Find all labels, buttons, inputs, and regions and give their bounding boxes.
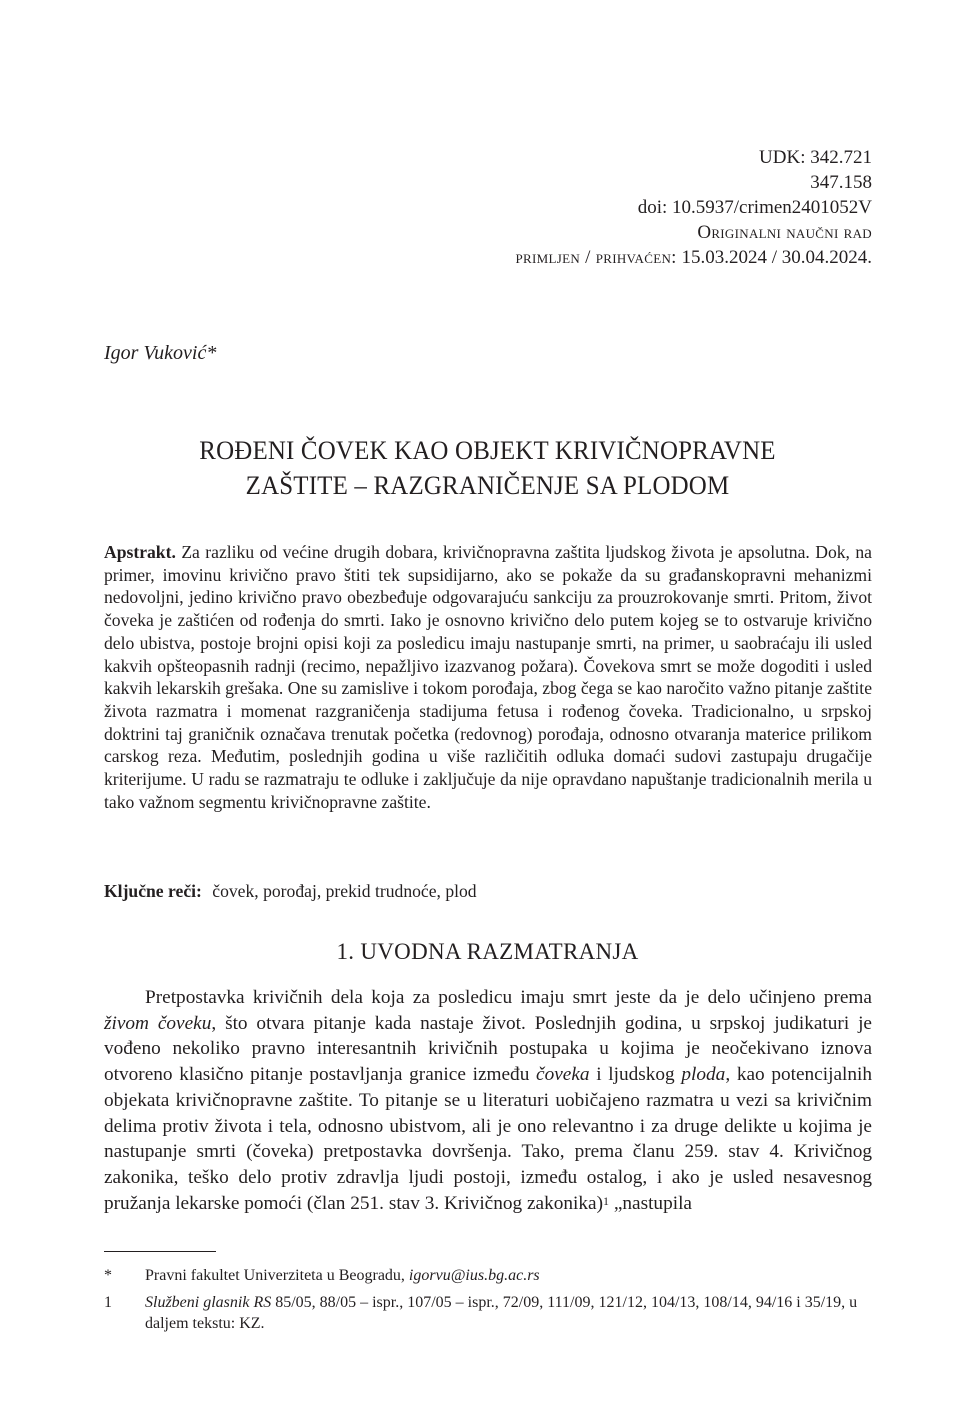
footnote-italic: Službeni glasnik RS xyxy=(145,1294,272,1311)
footnote-text: 85/05, 88/05 – ispr., 107/05 – ispr., 72/09, 111/09, 121/12, 104/13, 108/14, 94/16 i 35/19, u daljem tekstu: KZ. xyxy=(145,1294,858,1332)
article-type: Originalni naučni rad xyxy=(697,222,872,243)
text-run: „nastupila xyxy=(609,1192,692,1214)
article-title xyxy=(86,433,890,503)
footnote-author xyxy=(104,1265,872,1286)
author-name: Igor Vuković* xyxy=(104,342,217,364)
text-run: , kao potencijalnih objekata krivičnopravne zaštite. To pitanje se u literaturi uobičajeno razmatra u vezi sa krivičnim delima protiv života i tela, odnosno ubistvom, ali je ono relevantno i za druge delikte u kojima je nastupanje smrti (čoveka) pretpostavka dovršenja. Tako, prema članu 259. stav 4. Krivičnog zakonika, teško delo protiv zdravlja ljudi postoji, između ostalog, i ako je usled nesavesnog pružanja lekarske pomoći (član 251. stav 3. Krivičnog zakonika) xyxy=(104,1064,873,1214)
author-email[interactable]: igorvu@ius.bg.ac.rs xyxy=(408,1267,540,1284)
dates-value: 15.03.2024 / 30.04.2024. xyxy=(681,247,872,268)
footnote-1 xyxy=(104,1292,872,1334)
text-run: i ljudskog xyxy=(589,1064,682,1086)
keywords xyxy=(104,881,477,902)
body-paragraph xyxy=(104,985,872,1216)
abstract-label: Apstrakt. xyxy=(104,542,176,562)
keywords-text: čovek, porođaj, prekid trudnoće, plod xyxy=(212,881,477,901)
title-line-1: ROĐENI ČOVEK KAO OBJEKT KRIVIČNOPRAVNE xyxy=(199,435,776,465)
footnote-mark: * xyxy=(104,1267,112,1284)
keywords-label: Ključne reči: xyxy=(104,881,202,901)
footnote-divider xyxy=(104,1251,216,1252)
section-heading: 1. UVODNA RAZMATRANJA xyxy=(336,939,639,964)
emphasis: ploda xyxy=(681,1064,726,1086)
dates-label: primljen / prihvaćen: xyxy=(515,247,677,268)
emphasis: čoveka xyxy=(536,1064,590,1086)
received-accepted-dates xyxy=(516,245,872,270)
abstract xyxy=(104,541,872,813)
abstract-text: Za razliku od većine drugih dobara, krivičnopravna zaštita ljudskog života je apsolutna. Dok, na primer, imovinu krivično pravo štiti tek supsidijarno, ako se pokaže da su građanskopravni mehanizmi nedovoljni, jedino krivično pravo obezbeđuje odgovarajuću sankciju za prouzrokovanje smrti. Pritom, život čoveka je zaštićen od rođenja do smrti. Iako je osnovno krivično delo putem kojeg se to ostvaruje krivično delo ubistva, postoje brojni opisi koji za posledicu imaju nastupanje smrti, na primer, u saobraćaju ili usled kakvih opšteopasnih radnji (recimo, nepažljivo izazvanog požara). Čovekova smrt se može dogoditi i usled kakvih lekarskih grešaka. One su zamislive i tokom porođaja, zbog čega se kao naročito važno pitanje zaštite života razmatra i momenat razgraničenja stadijuma fetusa i rođenog čoveka. Tradicionalno, u srpskoj doktrini taj graničnik označava trenutak početka (redovnog) porođaja, odnosno otvaranja materice prilikom carskog reza. Međutim, poslednjih godina u više različitih odluka domaći sudovi zastupaju drugačije kriterijume. U radu se razmatraju te odluke i zaključuje da nije opravdano napuštanje tradicionalnih merila u tako važnom segmentu krivičnopravne zaštite. xyxy=(104,542,872,812)
doi: doi: 10.5937/crimen2401052V xyxy=(637,197,872,218)
article-metadata xyxy=(516,145,872,270)
footnote-reference[interactable]: 1 xyxy=(603,1193,609,1208)
emphasis: živom čoveku xyxy=(104,1012,212,1034)
udk-line-2: 347.158 xyxy=(810,172,872,193)
udk-line-1: UDK: 342.721 xyxy=(759,147,872,168)
footnote-text: Pravni fakultet Univerziteta u Beogradu, xyxy=(145,1267,409,1284)
footnote-mark: 1 xyxy=(104,1294,112,1311)
text-run: Pretpostavka krivičnih dela koja za posledicu imaju smrt jeste da je delo učinjeno prema xyxy=(145,987,872,1008)
text-run: , što otvara pitanje kada nastaje život. Poslednjih godina, u srpskoj judikaturi je vođeno nekoliko pravno interesantnih krivičnih postupaka u kojima je neočekivano iznova otvoreno klasično pitanje postavljanja granice između xyxy=(104,1012,872,1086)
title-line-2: ZAŠTITE – RAZGRANIČENJE SA PLODOM xyxy=(245,470,730,500)
